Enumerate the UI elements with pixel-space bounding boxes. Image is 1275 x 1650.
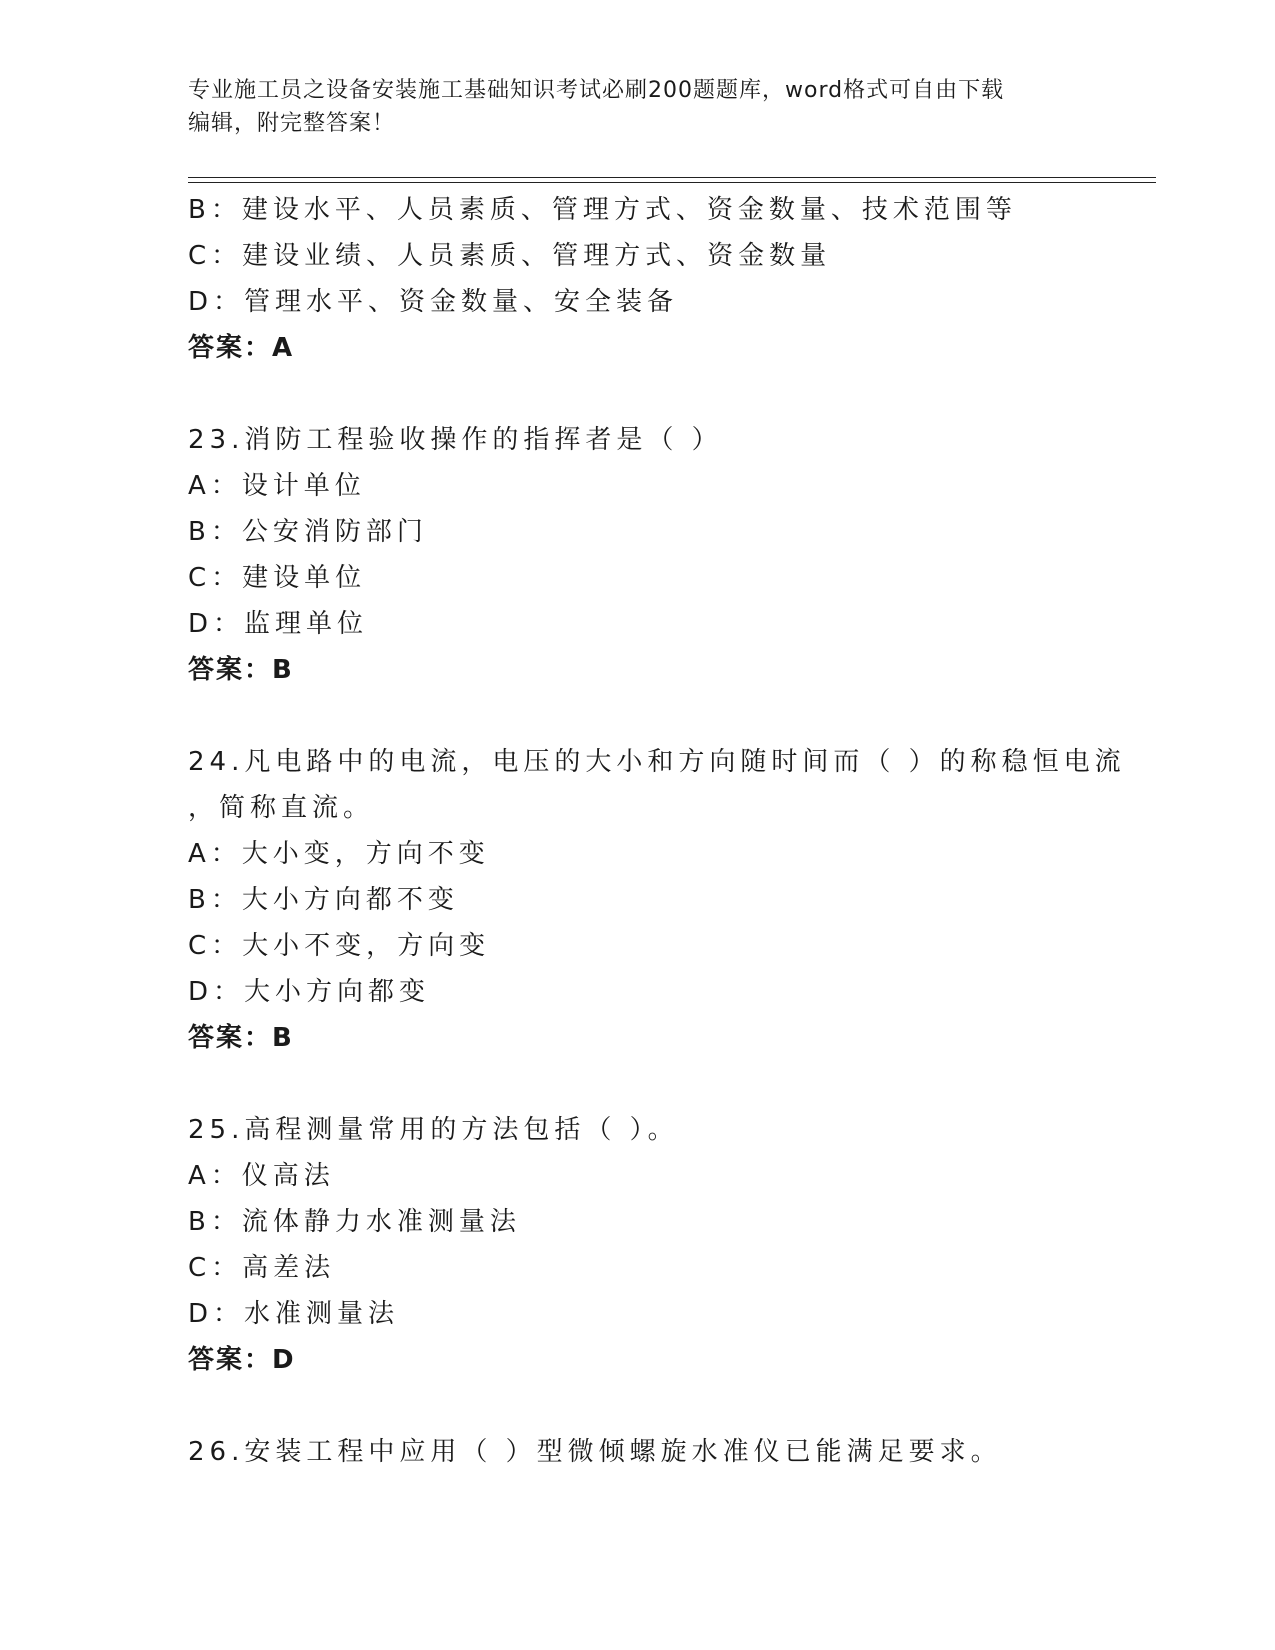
header-divider-top: [188, 177, 1156, 178]
option-d: D：水准测量法: [188, 1299, 400, 1329]
option-c: C：大小不变，方向变: [188, 931, 491, 961]
answer: 答案：B: [188, 655, 294, 685]
option-d: D：大小方向都变: [188, 977, 431, 1007]
question-26: [188, 1429, 1088, 1475]
option-c: C：高差法: [188, 1253, 336, 1283]
question-25: [188, 1107, 1088, 1383]
option-b: B：公安消防部门: [188, 517, 428, 547]
option-b: B：建设水平、人员素质、管理方式、资金数量、技术范围等: [188, 195, 1017, 225]
spacer: [188, 1061, 1088, 1107]
question-22-continued: [188, 187, 1088, 371]
question-stem-continued: ，简称直流。: [188, 793, 375, 823]
option-a: A：仪高法: [188, 1161, 335, 1191]
option-d: D：监理单位: [188, 609, 369, 639]
question-24: [188, 739, 1126, 1061]
question-stem: 23.消防工程验收操作的指挥者是（ ）: [188, 425, 723, 455]
header-line-2: 编辑，附完整答案！: [188, 111, 396, 136]
option-c: C：建设单位: [188, 563, 367, 593]
option-a: A：大小变，方向不变: [188, 839, 490, 869]
answer: 答案：A: [188, 333, 295, 363]
document-body: [188, 187, 1126, 1475]
answer: 答案：B: [188, 1023, 294, 1053]
option-a: A：设计单位: [188, 471, 366, 501]
spacer: [188, 371, 1088, 417]
header-divider-bottom: [188, 182, 1156, 183]
option-c: C：建设业绩、人员素质、管理方式、资金数量: [188, 241, 832, 271]
spacer: [188, 693, 1088, 739]
option-b: B：大小方向都不变: [188, 885, 459, 915]
header-line-1: 专业施工员之设备安装施工基础知识考试必刷200题题库，word格式可自由下载: [188, 78, 1005, 103]
question-stem: 26.安装工程中应用（ ）型微倾螺旋水准仪已能满足要求。: [188, 1437, 1002, 1467]
question-stem: 24.凡电路中的电流，电压的大小和方向随时间而（ ）的称稳恒电流: [188, 747, 1126, 777]
answer: 答案：D: [188, 1345, 296, 1375]
question-stem: 25.高程测量常用的方法包括（ ）。: [188, 1115, 679, 1145]
spacer: [188, 1383, 1088, 1429]
question-23: [188, 417, 1088, 693]
option-d: D：管理水平、资金数量、安全装备: [188, 287, 679, 317]
page-header: [188, 74, 1088, 140]
option-b: B：流体静力水准测量法: [188, 1207, 521, 1237]
